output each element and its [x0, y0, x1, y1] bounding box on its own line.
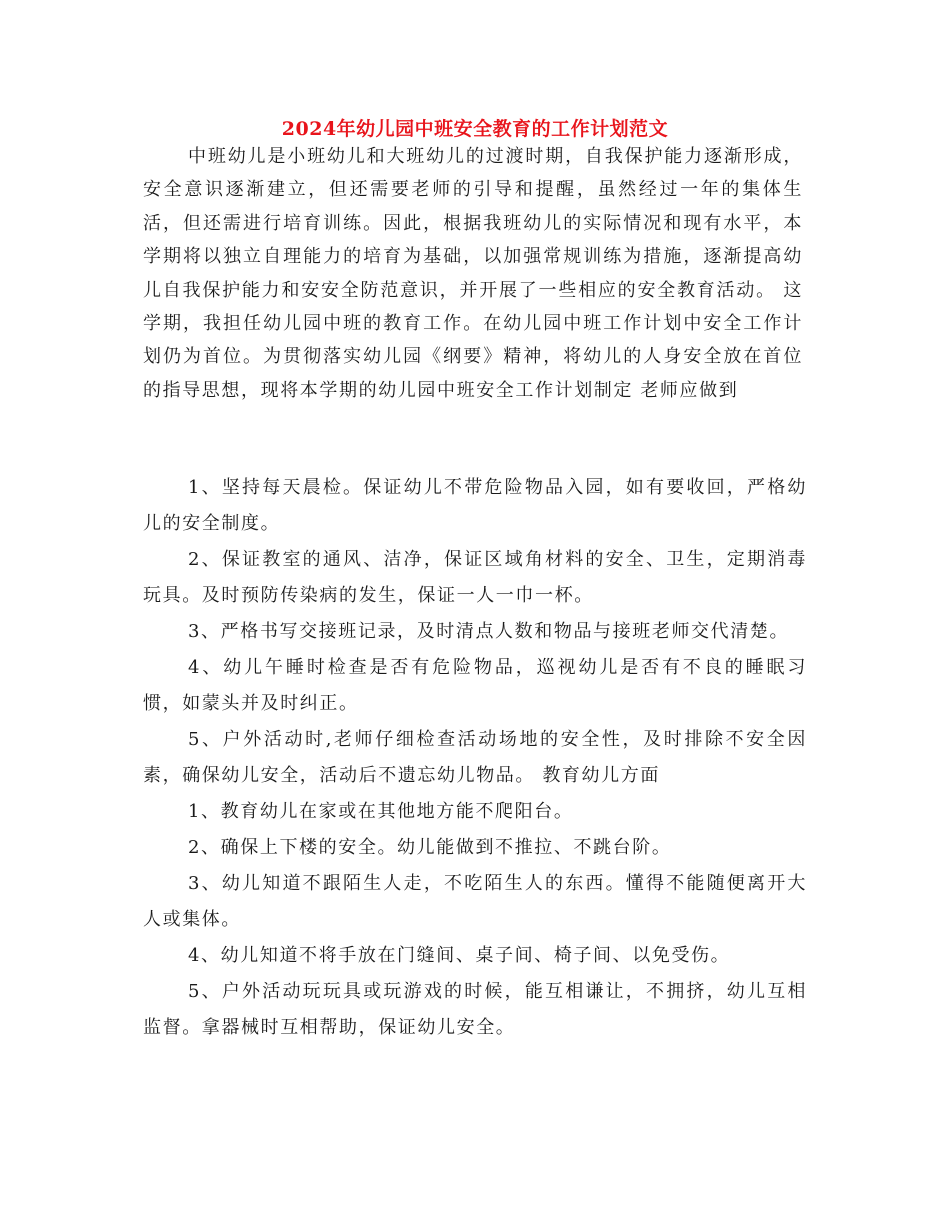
teacher-item-2: 2、保证教室的通风、洁净，保证区域角材料的安全、卫生，定期消毒玩具。及时预防传染病的发生，保证一人一巾一杯。 [143, 549, 807, 606]
teacher-item-1: 1、坚持每天晨检。保证幼儿不带危险物品入园，如有要收回，严格幼儿的安全制度。 [143, 477, 807, 534]
teacher-item-5: 5、户外活动时,老师仔细检查活动场地的安全性，及时排除不安全因素，确保幼儿安全，活动后不遗忘幼儿物品。 教育幼儿方面 [143, 729, 807, 786]
teacher-item-4: 4、幼儿午睡时检查是否有危险物品，巡视幼儿是否有不良的睡眠习惯，如蒙头并及时纠正。 [143, 657, 807, 714]
item-list [143, 470, 807, 1046]
child-item-3: 3、幼儿知道不跟陌生人走，不吃陌生人的东西。懂得不能随便离开大人或集体。 [143, 873, 807, 930]
child-item-5: 5、户外活动玩玩具或玩游戏的时候，能互相谦让，不拥挤，幼儿互相监督。拿器械时互相帮助，保证幼儿安全。 [143, 981, 807, 1038]
teacher-item-3: 3、严格书写交接班记录，及时清点人数和物品与接班老师交代清楚。 [188, 621, 790, 642]
child-item-2: 2、确保上下楼的安全。幼儿能做到不推拉、不跳台阶。 [188, 837, 672, 858]
child-item-4: 4、幼儿知道不将手放在门缝间、桌子间、椅子间、以免受伤。 [188, 945, 731, 966]
intro-paragraph: 中班幼儿是小班幼儿和大班幼儿的过渡时期，自我保护能力逐渐形成，安全意识逐渐建立，但还需要老师的引导和提醒，虽然经过一年的集体生活，但还需进行培育训练。因此，根据我班幼儿的实际情况和现有水平，本学期将以独立自理能力的培育为基础，以加强常规训练为措施，逐渐提高幼儿自我保护能力和安安全防范意识，并开展了一些相应的安全教育活动。 这学期，我担任幼儿园中班的教育工作。在幼儿园中班工作计划中安全工作计划仍为首位。为贯彻落实幼儿园《纲要》精神，将幼儿的人身安全放在首位的指导思想，现将本学期的幼儿园中班安全工作计划制定 老师应做到 [143, 146, 803, 401]
document-title: 2024年幼儿园中班安全教育的工作计划范文 [281, 118, 669, 140]
child-item-1: 1、教育幼儿在家或在其他地方能不爬阳台。 [188, 801, 574, 822]
